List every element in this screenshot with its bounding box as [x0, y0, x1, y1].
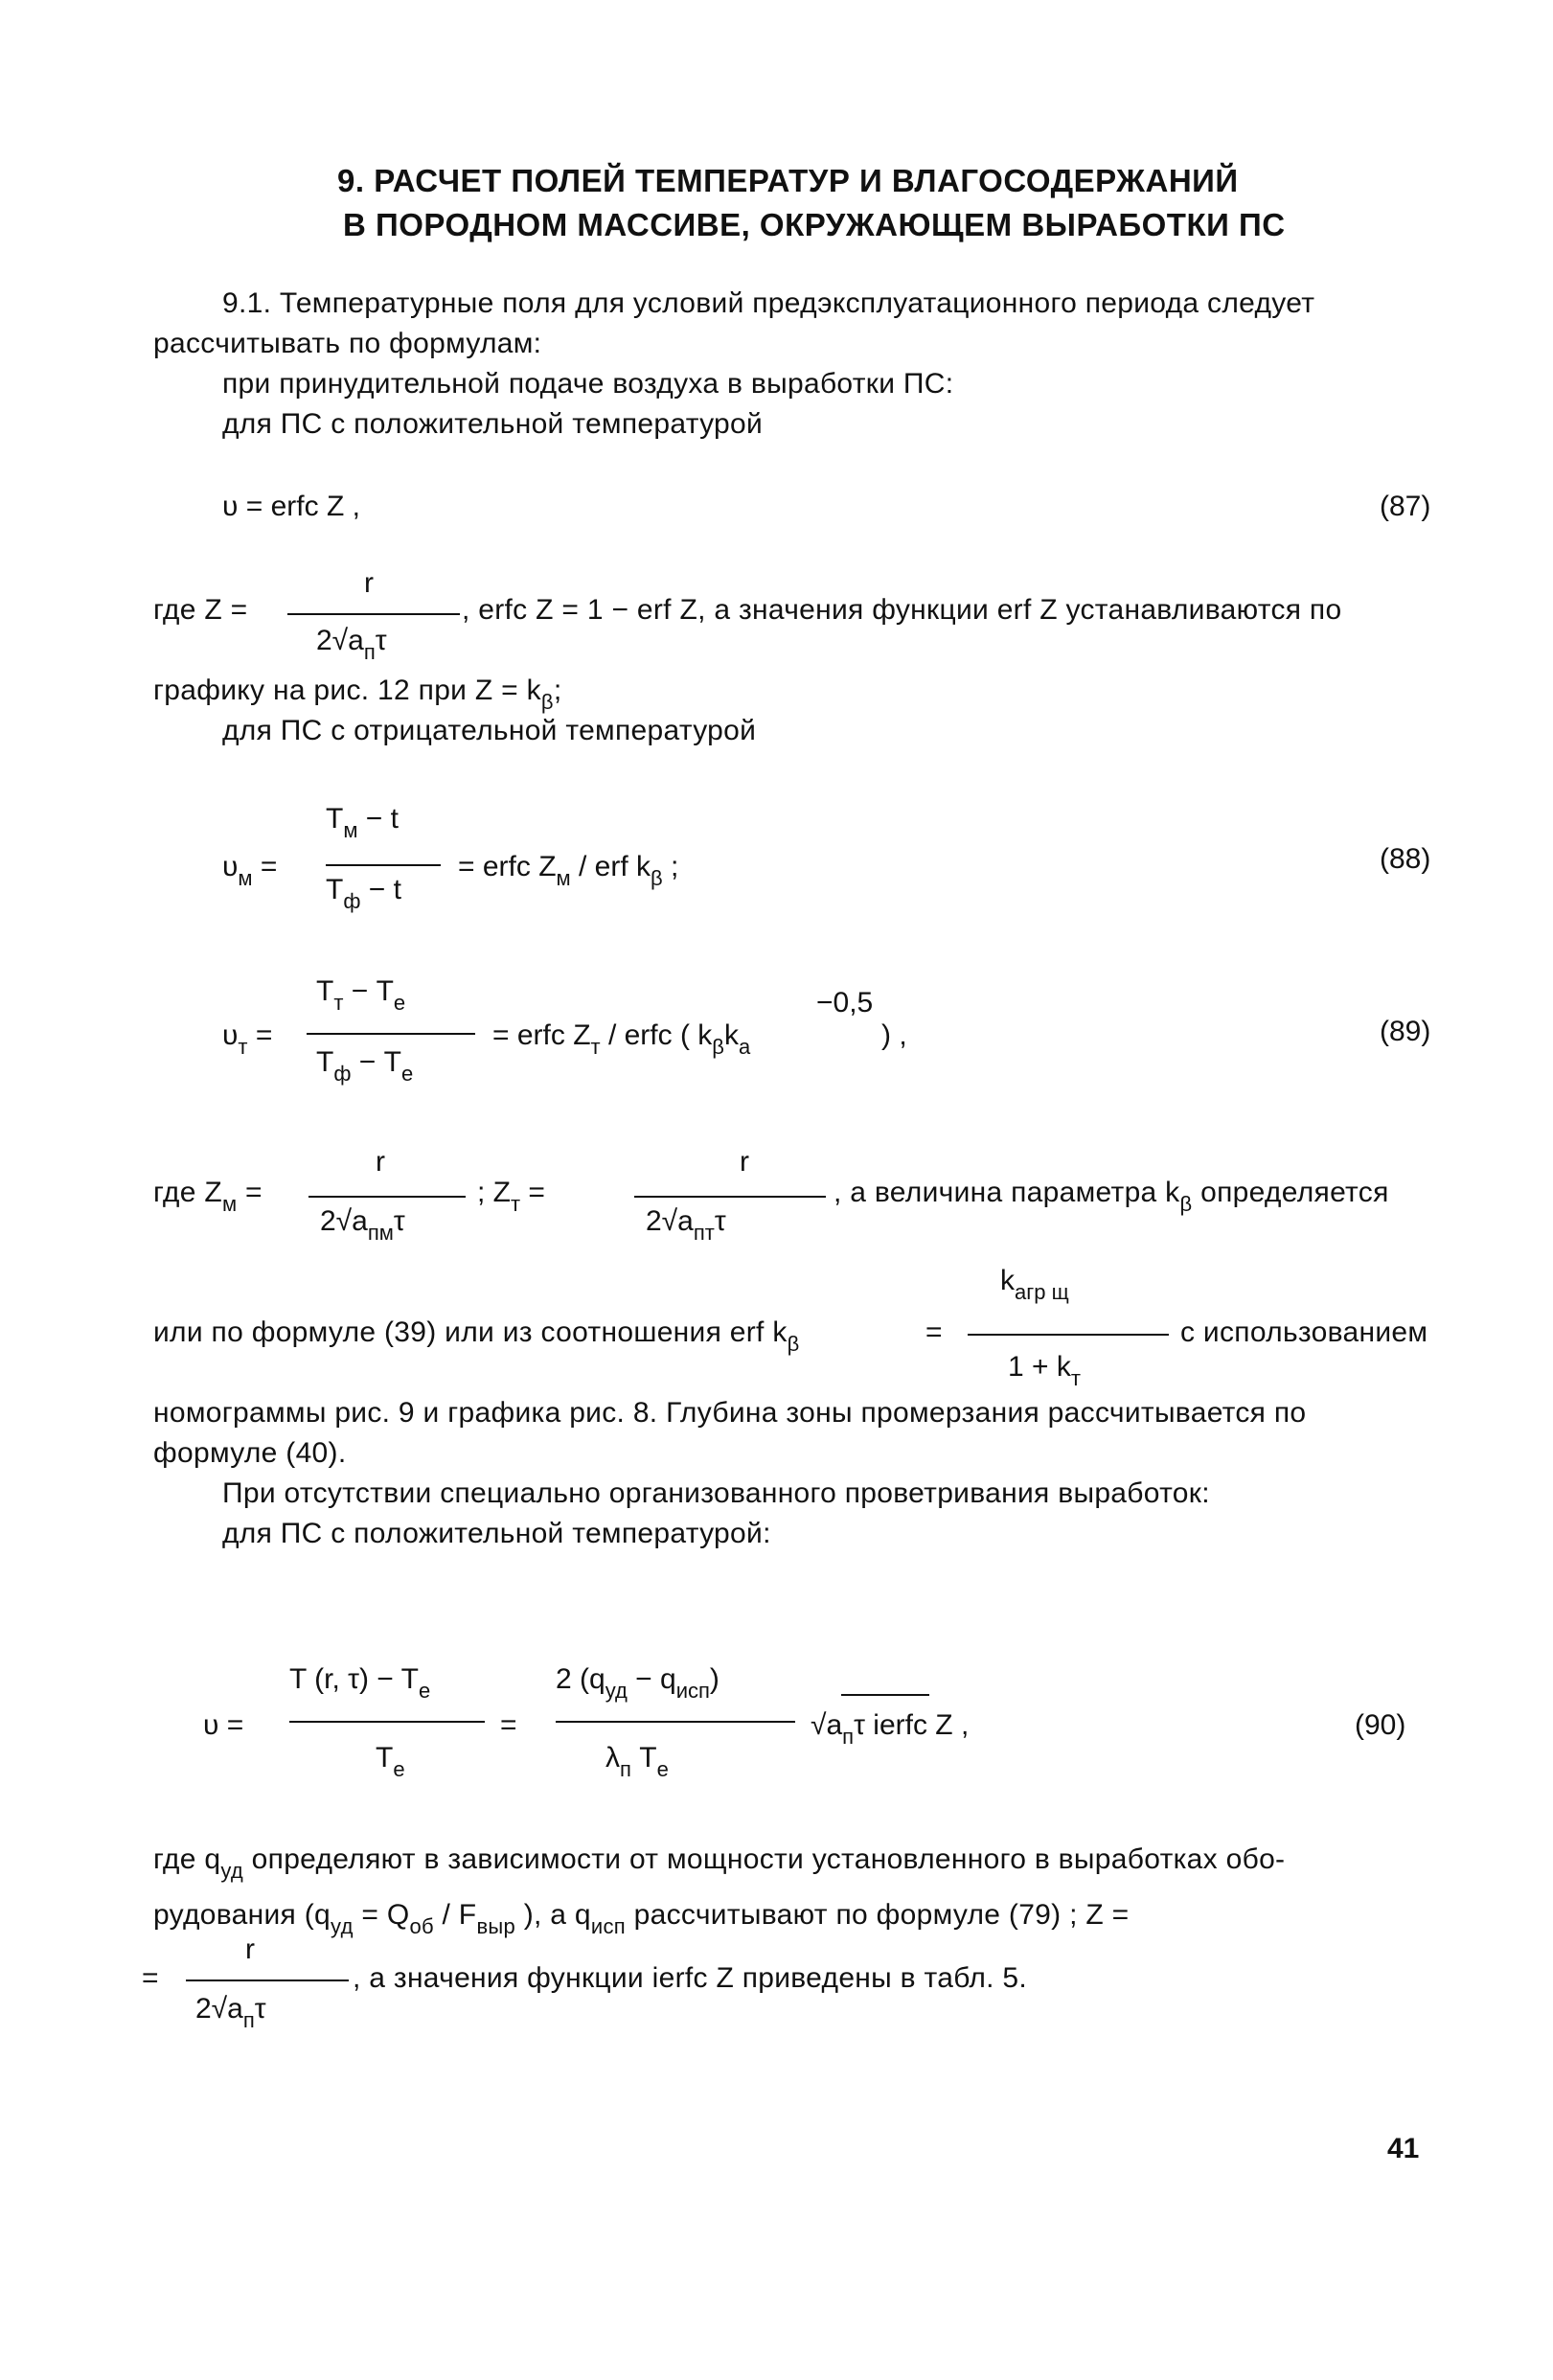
fraction-denominator: $2√a_п\tau$ — [316, 625, 387, 664]
paragraph-line: графику на рис. 12 при $Z = k_\beta$; — [153, 675, 562, 714]
fraction-bar — [556, 1721, 795, 1723]
paragraph-line: или по формуле (39) или из соотношения erf $k_\beta$ — [153, 1316, 800, 1356]
fraction-denominator: $2√a_{пт}\tau$ — [646, 1205, 726, 1245]
equation-lhs: υ = — [203, 1709, 244, 1741]
fraction-denominator: $1 + k_т$ — [1008, 1351, 1081, 1390]
fraction-denominator: $T_ф - T_е$ — [316, 1046, 414, 1086]
fraction-numerator: $k_{агр щ}$ — [1000, 1265, 1069, 1304]
paragraph-line: номограммы рис. 9 и графика рис. 8. Глубина зоны промерзания рассчитывается по — [153, 1397, 1307, 1429]
equation-rhs: $√a_п\tau$ ierfc Z , — [811, 1709, 970, 1749]
equation-rhs: = erfc $Z_т$ / erfc ( $k_\beta k_а$ — [492, 1019, 751, 1059]
fraction-numerator: T (r, $\tau) - T_е$ — [289, 1663, 431, 1703]
equation-lhs: $\upsilon_м$ = — [222, 851, 278, 890]
fraction-bar — [326, 864, 441, 866]
fraction-denominator: $2√a_{пм}\tau$ — [320, 1205, 405, 1245]
fraction-denominator: $\lambda_п$ $T_е$ — [605, 1742, 669, 1781]
fraction-denominator: $2√a_п\tau$ — [195, 1993, 266, 2032]
page-number: 41 — [1387, 2133, 1420, 2164]
formula-lead: где $Z_м$ = — [153, 1177, 263, 1216]
paragraph-line: для ПС с положительной температурой: — [222, 1518, 771, 1549]
formula-lead: = — [142, 1962, 159, 1994]
paragraph-line: , а значения функции ierfc Z приведены в табл. 5. — [353, 1962, 1028, 1994]
fraction-bar — [186, 1980, 349, 1981]
paragraph-line: 9.1. Температурные поля для условий предэксплуатационного периода следует — [222, 287, 1315, 319]
paragraph-line: , erfc Z = 1 − erf Z, а значения функции erf Z устанавливаются по — [462, 594, 1342, 626]
paragraph-line: для ПС с отрицательной температурой — [222, 715, 757, 746]
equation-number: (89) — [1380, 1016, 1431, 1047]
paragraph-line: При отсутствии специально организованного проветривания выработок: — [222, 1477, 1210, 1509]
section-title-line1: 9. РАСЧЕТ ПОЛЕЙ ТЕМПЕРАТУР И ВЛАГОСОДЕРЖАНИЙ — [337, 163, 1239, 198]
fraction-numerator: $T_т - T_е$ — [316, 975, 406, 1015]
fraction-numerator: 2 $(q_{уд} - q_{исп})$ — [556, 1663, 719, 1703]
equation-rhs: = erfc $Z_м$ / erf $k_\beta$ ; — [458, 851, 679, 890]
paragraph-line: где $q_{уд}$ определяют в зависимости от мощности установленного в выработках обо- — [153, 1843, 1286, 1883]
equation-number: (88) — [1380, 843, 1431, 875]
fraction-bar — [307, 1033, 475, 1035]
paragraph-line: рудования ($q_{уд} = Q_{об} / F_{выр}$ ), а $q_{исп}$ рассчитывают по формуле (79) ; Z = — [153, 1899, 1130, 1938]
fraction-denominator: $T_ф - t$ — [326, 874, 401, 913]
equation-number: (90) — [1355, 1709, 1406, 1741]
fraction-bar — [287, 613, 460, 615]
paragraph-line: , а величина параметра $k_\beta$ определяется — [834, 1177, 1389, 1216]
equation-87: υ = erfc Z , — [222, 491, 360, 522]
fraction-bar — [308, 1196, 466, 1198]
paragraph-line: при принудительной подаче воздуха в выработки ПС: — [222, 368, 954, 400]
equals-sign: = — [925, 1316, 943, 1348]
fraction-bar — [289, 1721, 485, 1723]
formula-lead: где Z = — [153, 594, 248, 626]
equation-lhs: $\upsilon_т$ = — [222, 1019, 273, 1059]
equation-number: (87) — [1380, 491, 1431, 522]
fraction-bar — [968, 1334, 1169, 1336]
paragraph-line: с использованием — [1180, 1316, 1428, 1348]
paragraph-line: для ПС с положительной температурой — [222, 408, 764, 440]
equals-sign: = — [500, 1709, 517, 1741]
formula-separator: ; $Z_т$ = — [477, 1177, 545, 1216]
exponent: −0,5 — [816, 987, 874, 1018]
paragraph-line: формуле (40). — [153, 1437, 347, 1469]
sqrt-overline — [841, 1694, 929, 1696]
fraction-denominator: $T_е$ — [376, 1742, 405, 1781]
section-title-line2: В ПОРОДНОМ МАССИВЕ, ОКРУЖАЮЩЕМ ВЫРАБОТКИ ПС — [343, 207, 1286, 242]
fraction-bar — [634, 1196, 826, 1198]
fraction-numerator: $T_м - t$ — [326, 803, 399, 842]
equation-rhs-end: ) , — [881, 1019, 907, 1051]
fraction-numerator: r — [740, 1146, 749, 1178]
fraction-numerator: r — [376, 1146, 385, 1178]
paragraph-line: рассчитывать по формулам: — [153, 328, 542, 359]
fraction-numerator: r — [245, 1934, 255, 1965]
fraction-numerator: r — [364, 567, 374, 599]
